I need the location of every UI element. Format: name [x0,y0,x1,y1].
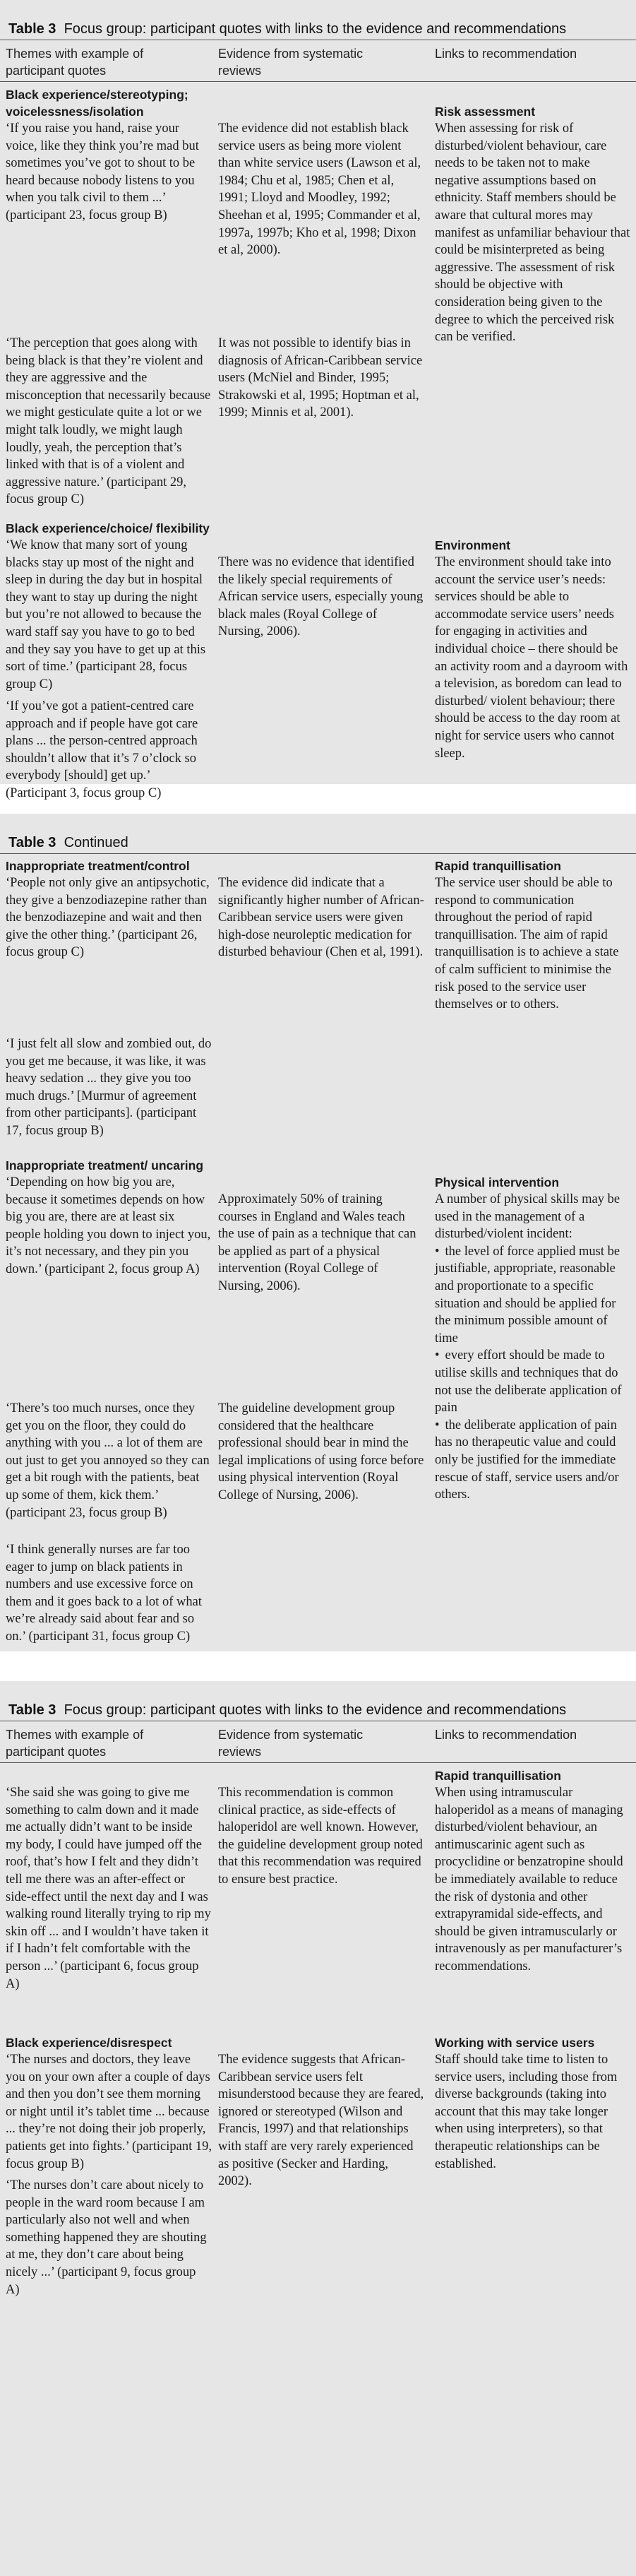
evidence-cell: There was no evidence that identified the likely special requirements of African service users, especially young black males (Royal College of Nursing, 2006). [218,555,424,639]
col-header-evidence: Evidence from systematic reviews [218,47,364,78]
recommendation-cell: Rapid tranquillisation When using intramuscular haloperidol as a means of managing disturbed/violent behaviour, an antimuscarinic agent such as procyclidine or benzatropine should be immediately available to reduce the risk of dystonia and other extrapyramidal side-effects, and should be given intramuscularly or intravenously as per manufacturer’s recommendations. [435,1769,623,1973]
table-row: Inappropriate treatment/control ‘People not only give an antipsychotic, they give a benzodiazepine rather than the benzodiazepine and wait and then give the other thing.’ (participant 26, focus group C) [6,857,212,961]
participant-quote: ‘We know that many sort of young blacks stay up most of the night and sleep in during the day but in hospital they want to stay up during the night but you’re not allowed to because the ward staff say you have to go to bed and they say you have to get up at this sort of time.’ (participant 28, focus group C) [6,538,206,692]
participant-quote: ‘The perception that goes along with being black is that they’re violent and they are aggressive and the misconception that necessarily because we might gesticulate quite a lot or we might talk loudly, we might laugh loudly, yeah, the perception that’s linked with that is of a violent and aggressive nature.’ (participant 29, focus group C) [6,336,211,507]
participant-quote: ‘She said she was going to give me something to calm down and it made me actually didn’t want to be inside my body, I could have jumped off the roof, that’s how I felt and they didn’t tell me there was an after-effect or side-effect until the next day and I was walking round literally trying to rip my skin off ... and I wouldn’t have taken it if I hadn’t felt comfortable with the person ...’ (participant 6, focus group A) [6,1786,211,1991]
evidence-cell: The evidence did not establish black service users as being more violent than white service users (Lawson et al, 1984; Chu et al, 1985; Chen et al, 1991; Lloyd and Moodley, 1992; Sheehan et al, 1995; Commander et al, 1997a, 1997b; Kho et al, 1998; Dixon et al, 2000). [218,121,421,258]
header-rule [0,1762,636,1763]
evidence-cell: It was not possible to identify bias in diagnosis of African-Caribbean service users (McNiel and Binder, 1995; Strakowski et al, 1995; Hoptman et al, 1999; Minnis et al, 2001). [218,336,423,420]
table-row: Black experience/disrespect ‘The nurses and doctors, they leave you on your own after a couple of days and then you don’t see them morning or night until it’s tablet time ... because ... they’re not doing their job properly, patients get into fights.’ (participant 19, focus group B) [6,2034,212,2173]
table-top-rule [0,853,636,854]
table-title: Table 3 Continued [8,835,128,850]
header-rule [0,81,636,82]
table-page-3 [0,1681,636,2576]
bullet-item: • the level of force applied must be justifiable, appropriate, reasonable and proportionate to a specific situation and should be applied for the minimum possible amount of time [435,1243,631,1348]
participant-quote: ‘I think generally nurses are far too eager to jump on black patients in numbers and use excessive force on them and it goes back to a lot of what we’re already said about fear and so on.’ (participant 31, focus group C) [6,1543,202,1644]
evidence-cell: The guideline development group considered that the healthcare professional should bear in mind the legal implications of using force before using physical intervention (Royal College of Nursing, 2006). [218,1401,424,1502]
evidence-cell: The evidence did indicate that a significantly higher number of African-Caribbean service users were given high-dose neuroleptic medication for disturbed behaviour (Chen et al, 1991). [218,876,424,960]
recommendation-cell: Working with service users Staff should take time to listen to service users, including those from diverse backgrounds (taking into account that this may take longer when using interpreters), so that therapeutic relationships can be established. [435,2036,618,2171]
table-row: Black experience/choice/ flexibility ‘We know that many sort of young blacks stay up most of the night and sleep in during the day but in hospital they want to stay up during the night but you’re not allowed to because the ward staff say you have to go to bed and they say you have to get up at this sort of time.’ (participant 28, focus group C) [6,520,212,693]
col-header-recommendation: Links to recommendation [435,47,577,61]
participant-quote: ‘There’s too much nurses, once they get you on the floor, they could do anything with you ... a lot of them are out just to get you annoyed so they can get a bit rough with the patients, beat up some of them, kick them.’ (participant 23, focus group B) [6,1401,210,1520]
evidence-cell: The evidence suggests that African-Caribbean service users felt misunderstood because they are feared, ignored or stereotyped (Wilson and Francis, 1997) and that relationships with staff are very rarely experienced as positive (Secker and Harding, 2002). [218,2053,424,2189]
table-row: Inappropriate treatment/ uncaring ‘Depending on how big you are, because it sometimes depends on how big you are, there are at least six people holding you down to inject you, it’s not necessary, and they pin you down.’ (participant 2, focus group A) [6,1157,212,1278]
recommendation-cell: Physical intervention A number of physical skills may be used in the management of a disturbed/violent incident: • the level of force applied must be justifiable, appropriate, reasonable and proportionate to a specific situation and should be applied for the minimum possible amount of time • every effort should be made to utilise skills and techniques that do not use the deliberate application of pain • the deliberate application of pain has no therapeutic value and could only be justified for the immediate rescue of staff, service users and/or others. [435,1174,631,1504]
recommendation-cell: Rapid tranquillisation The service user should be able to respond to communication throughout the period of rapid tranquillisation. The aim of rapid tranquillisation is to achieve a state of calm sufficient to minimise the risk posed to the service user themselves or to others. [435,859,619,1012]
evidence-cell: Approximately 50% of training courses in England and Wales teach the use of pain as a technique that can be applied as part of a physical intervention (Royal College of Nursing, 2006). [218,1192,416,1293]
participant-quote: ‘If you raise you hand, raise your voice, like they think you’re mad but sometimes you’ve got to shout to be heard because nobody listens to you when you talk civil to them ...’ (participant 23, focus group B) [6,121,199,222]
participant-quote: ‘People not only give an antipsychotic, they give a benzodiazepine rather than the benzodiazepine and wait and then give the other thing.’ (participant 26, focus group C) [6,876,210,960]
col-header-themes: Themes with example of participant quotes [6,47,144,78]
participant-quote: ‘If you’ve got a patient-centred care approach and if people have got care plans ... the person-centred approach shouldn’t allow that it’s 7 o’clock so everybody [should] get up.’ (Participant 3, focus group C) [6,699,198,800]
col-header-themes: Themes with example of participant quotes [6,1728,144,1759]
participant-quote: ‘The nurses don’t care about nicely to people in the ward room because I am particularly also not well and when something happened they are shouting at me, they don’t care about being nicely ...’ (participant 9, focus group A) [6,2178,207,2297]
table-page-1 [0,0,636,800]
participant-quote: ‘I just felt all slow and zombied out, do you get me because, it was like, it was heavy sedation ... they give you too much drugs.’ [Murmur of agreement from other participants]. (participant 17, focus group B) [6,1037,212,1138]
recommendation-cell: Environment The environment should take into account the service user’s needs: services should be able to accommodate service users’ needs for engaging in activities and individual choice – there should be an activity room and a dayroom with a television, as boredom can lead to disturbed/ violent behaviour; there should be access to the day room at night for service users who cannot sleep. [435,538,628,761]
participant-quote: ‘The nurses and doctors, they leave you on your own after a couple of days and then you don’t see them morning or night until it’s tablet time ... because ... they’re not doing their job properly, patients get into fights.’ (participant 19, focus group B) [6,2053,212,2171]
table-page-2 [0,814,636,1651]
recommendation-cell: Risk assessment When assessing for risk of disturbed/violent behaviour, care needs to be taken not to make negative assumptions based on ethnicity. Staff members should be aware that cultural mores may manifest as unfamiliar behaviour that could be misinterpreted as being aggressive. The assessment of risk should be objective with consideration being given to the degree to which the perceived risk can be verified. [435,105,630,345]
bullet-item: • the deliberate application of pain has no therapeutic value and could only be justified for the immediate rescue of staff, service users and/or others. [435,1417,631,1504]
evidence-cell: This recommendation is common clinical practice, as side-effects of haloperidol are well known. However, the guideline development group noted that this recommendation was required to ensure best practice. [218,1786,423,1887]
table-title: Table 3 Focus group: participant quotes with links to the evidence and recommendations [8,21,567,37]
col-header-evidence: Evidence from systematic reviews [218,1728,364,1759]
participant-quote: ‘Depending on how big you are, because it sometimes depends on how big you are, there are at least six people holding you down to inject you, it’s not necessary, and they pin you down.’ (participant 2, focus group A) [6,1175,211,1276]
bullet-item: • every effort should be made to utilise skills and techniques that do not use the deliberate application of pain [435,1347,631,1416]
table-row: Black experience/stereotyping; voicelessness/isolation ‘If you raise you hand, raise your voice, like they think you’re mad but sometimes you’ve got to shout to be heard because nobody listens to you when you talk civil to them ...’ (participant 23, focus group B) [6,86,212,225]
col-header-recommendation: Links to recommendation [435,1728,577,1742]
table-title: Table 3 Focus group: participant quotes with links to the evidence and recommendations [8,1702,567,1718]
